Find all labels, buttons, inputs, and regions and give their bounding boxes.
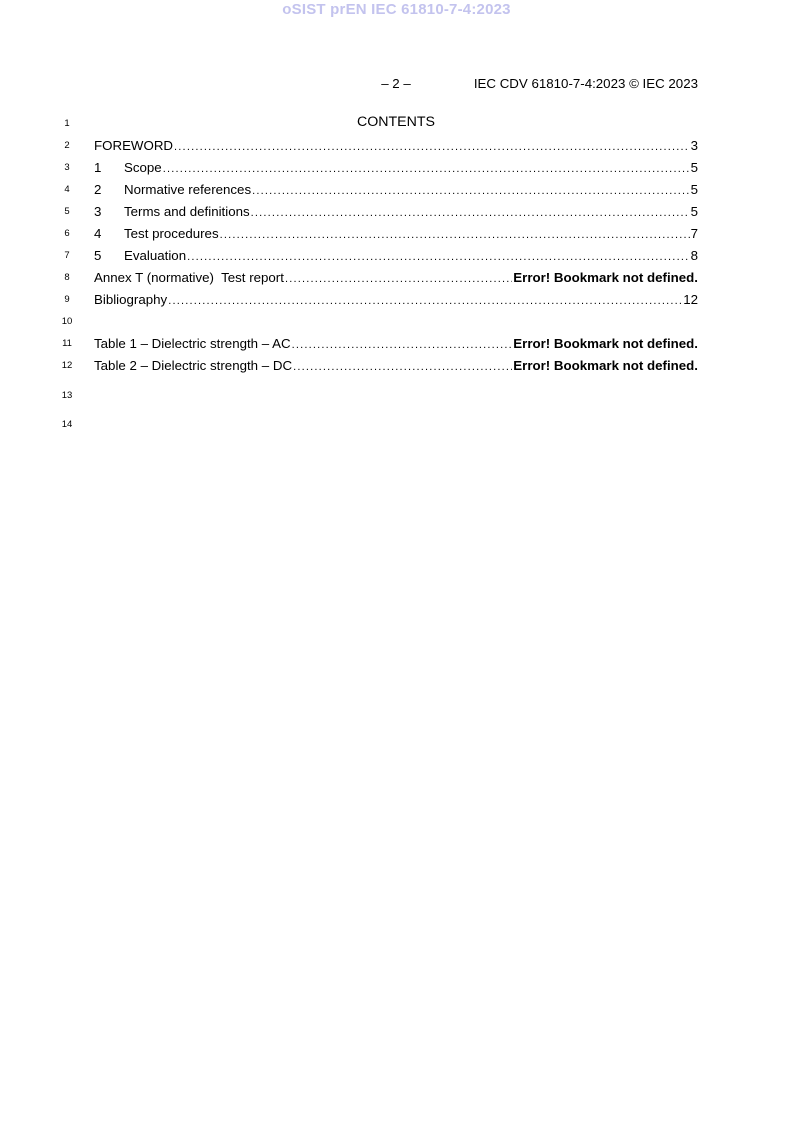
line-number: 7 [64,250,70,261]
toc-entry-page: 12 [683,292,698,307]
toc-entry-page: 5 [690,182,698,197]
line-number: 2 [64,140,70,151]
toc-entry-label: Annex T (normative) Test report [94,270,284,285]
line-number: 13 [61,390,73,401]
toc-entry-number: 3 [94,204,102,219]
line-number: 3 [64,162,70,173]
toc-entry-terms-and-definitions[interactable] [94,202,698,220]
line-number: 10 [61,316,73,327]
line-number: 5 [64,206,70,217]
line-number: 8 [64,272,70,283]
line-number: 9 [64,294,70,305]
toc-entry-label: Bibliography [94,292,168,307]
toc-entry-label: Test procedures [124,226,219,241]
toc-leader [285,272,512,286]
toc-entry-test-procedures[interactable] [94,224,698,242]
table-entry-error: Error! Bookmark not defined. [513,358,698,373]
table-entry-label: Table 1 – Dielectric strength – AC [94,336,291,351]
line-number: 4 [64,184,70,195]
contents-title: CONTENTS [356,114,436,130]
toc-entry-page: 8 [690,248,698,263]
toc-entry-label: FOREWORD [94,138,174,153]
table-entry-ac[interactable] [94,334,698,352]
toc-entry-label: Terms and definitions [124,204,250,219]
toc-leader [293,360,512,374]
toc-entry-evaluation[interactable] [94,246,698,264]
watermark: oSIST prEN IEC 61810-7-4:2023 [282,1,511,18]
toc-entry-page: 5 [690,160,698,175]
toc-entry-number: 4 [94,226,102,241]
page-number: – 2 – [381,76,411,91]
line-number: 11 [62,338,72,349]
toc-entry-scope[interactable] [94,158,698,176]
toc-leader [251,206,690,220]
toc-leader [220,228,690,242]
toc-leader [252,184,689,198]
toc-entry-label: Evaluation [124,248,187,263]
toc-entry-page: 3 [690,138,698,153]
toc-entry-number: 5 [94,248,102,263]
toc-leader [292,338,513,352]
toc-entry-page: 7 [690,226,698,241]
line-number: 6 [64,228,70,239]
toc-entry-number: 1 [94,160,102,175]
toc-entry-number: 2 [94,182,102,197]
toc-leader [174,140,690,154]
toc-entry-label: Scope [124,160,162,175]
toc-leader [163,162,690,176]
toc-entry-bibliography[interactable] [94,290,698,308]
line-number: 14 [61,419,73,430]
toc-entry-annex-t[interactable] [94,268,698,286]
toc-leader [187,250,689,264]
table-entry-dc[interactable] [94,356,698,374]
line-number: 12 [61,360,73,371]
line-number: 1 [64,118,70,129]
table-entry-label: Table 2 – Dielectric strength – DC [94,358,293,373]
toc-entry-page: 5 [690,204,698,219]
toc-entry-foreword[interactable] [94,136,698,154]
document-reference: IEC CDV 61810-7-4:2023 © IEC 2023 [473,76,698,91]
table-entry-error: Error! Bookmark not defined. [513,336,698,351]
toc-entry-normative-references[interactable] [94,180,698,198]
toc-entry-label: Normative references [124,182,252,197]
toc-entry-error: Error! Bookmark not defined. [513,270,698,285]
toc-leader [168,294,682,308]
